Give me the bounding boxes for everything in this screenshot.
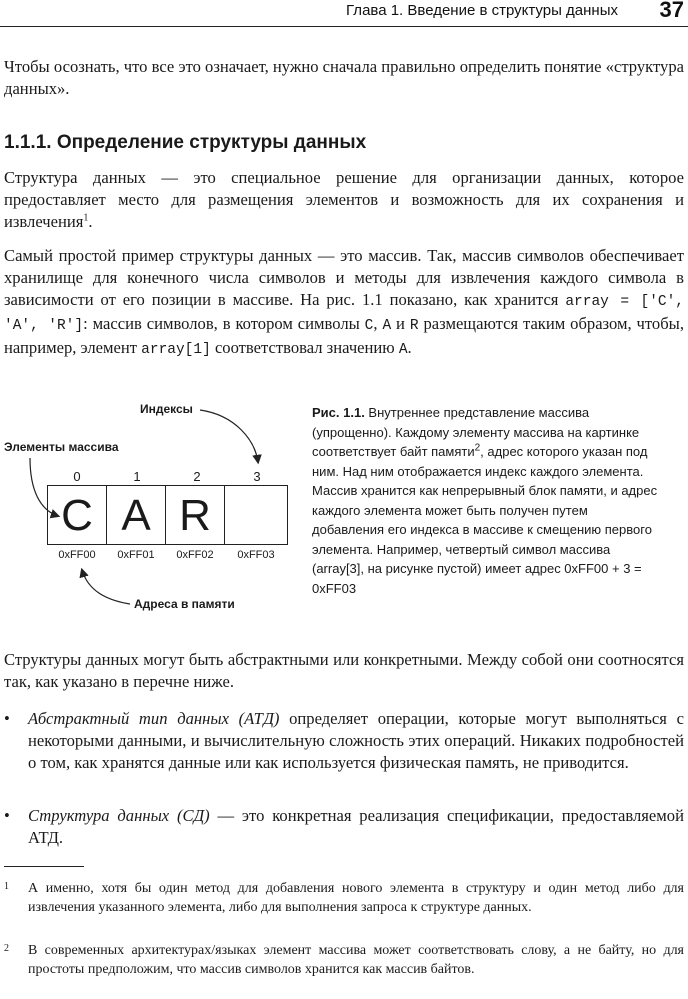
code-array-index: array[1] [141,342,211,358]
code-array-literal: array = ['C', 'A', 'R'] [4,294,684,334]
bullet-text: — это конкретная реализация спецификации, предоставляемой АТД. [28,806,684,847]
footnote-text: В современных архитектурах/языках элемент массива может соответствовать слову, а не байту, но для простоты предположим, что массив символов хранится как массив байтов. [28,943,684,977]
index-label: 0 [73,469,81,484]
punct: . [407,338,412,357]
punct: . [88,212,93,231]
arrow-elements [30,458,58,516]
code-char-a: A [382,318,392,334]
text-span: Самый простой пример структуры данных — это массив. Так, массив символов обеспечивает хранилище для конечного числа символов и методы для извлечения каждого символа в зависимости от его позиции в массиве. На рис. 1.1 показано, как хранится [4,246,684,309]
label-elements: Элементы массива [4,440,119,454]
caption-text: , адрес которого указан под ним. Над ним отображается индекс каждого элемента. Массив хранится как непрерывный блок памяти, и адрес каждого элемента может быть получен путем добавления его индекса в массиве к смещению первого элемента. Например, четвертый символ массива (array[3], на рисунке пустой) имеет адрес 0xFF00 + 3 = 0xFF03 [312,444,658,596]
footnote [4,879,684,917]
footnote [4,941,684,979]
text-span: : массив символов, в котором символы [83,314,365,333]
array-cell: A [106,485,166,545]
text-span: соответствовал значению [210,338,399,357]
intro-paragraph: Чтобы осознать, что все это означает, нужно сначала правильно определить понятие «структура данных». [4,57,684,98]
bullet-term: Структура данных (СД) [28,806,210,825]
arrow-indices [200,410,258,462]
text-span: , [373,314,383,333]
array-cell: C [47,485,107,545]
bullet-marker: • [4,806,10,825]
section-title: 1.1.1. Определение структуры данных [4,132,367,153]
code-char-r: R [409,318,419,334]
text-span: размещаются таким образом, чтобы, например, элемент [4,314,684,357]
footnote-ref-2[interactable]: 2 [474,442,481,454]
footnote-divider [4,866,84,867]
definition-text: Структура данных — это специальное решение для организации данных, которое предоставляет место для размещения элементов и возможность для их сохранения и извлечения [4,168,684,231]
address-label: 0xFF03 [237,549,275,561]
array-cell: R [165,485,225,545]
abstract-concrete-paragraph: Структуры данных могут быть абстрактными или конкретными. Между собой они соотносятся так, как указано в перечне ниже. [4,650,684,691]
index-label: 3 [253,469,261,484]
code-char-a: A [398,342,408,358]
footnote-number: 2 [4,943,9,954]
figure-caption [312,403,662,598]
address-label: 0xFF00 [58,549,96,561]
list-item [4,708,684,774]
address-label: 0xFF02 [176,549,214,561]
footnote-text: А именно, хотя бы один метод для добавления нового элемента в структуру и один метод либо для извлечения указанного элемента, либо для выполнения запроса к структуре данных. [28,881,684,915]
address-label: 0xFF01 [117,549,155,561]
index-label: 1 [133,469,141,484]
text-span: и [391,314,410,333]
footnote-ref-1[interactable]: 1 [83,212,89,224]
index-label: 2 [193,469,201,484]
arrow-addresses [82,570,130,604]
label-indices: Индексы [140,402,193,416]
page-number: 37 [659,0,684,22]
code-char-c: C [364,318,374,334]
list-item [4,805,684,849]
bullet-marker: • [4,709,10,728]
caption-title: Рис. 1.1. [312,405,365,420]
bullet-text: определяет операции, которые могут выполняться с некоторыми данными, и вычислительную сложность этих операций. Никаких подробностей о том, как хранятся данные или как используется физическая память, не приводится. [28,709,684,772]
chapter-title: Глава 1. Введение в структуры данных [346,2,618,19]
label-addresses: Адреса в памяти [134,597,235,611]
caption-text: Внутреннее представление массива (упрощенно). Каждому элементу массива на картинке соответствует байт памяти [312,405,640,459]
bullet-term: Абстрактный тип данных (АТД) [28,709,280,728]
footnote-number: 1 [4,881,9,892]
